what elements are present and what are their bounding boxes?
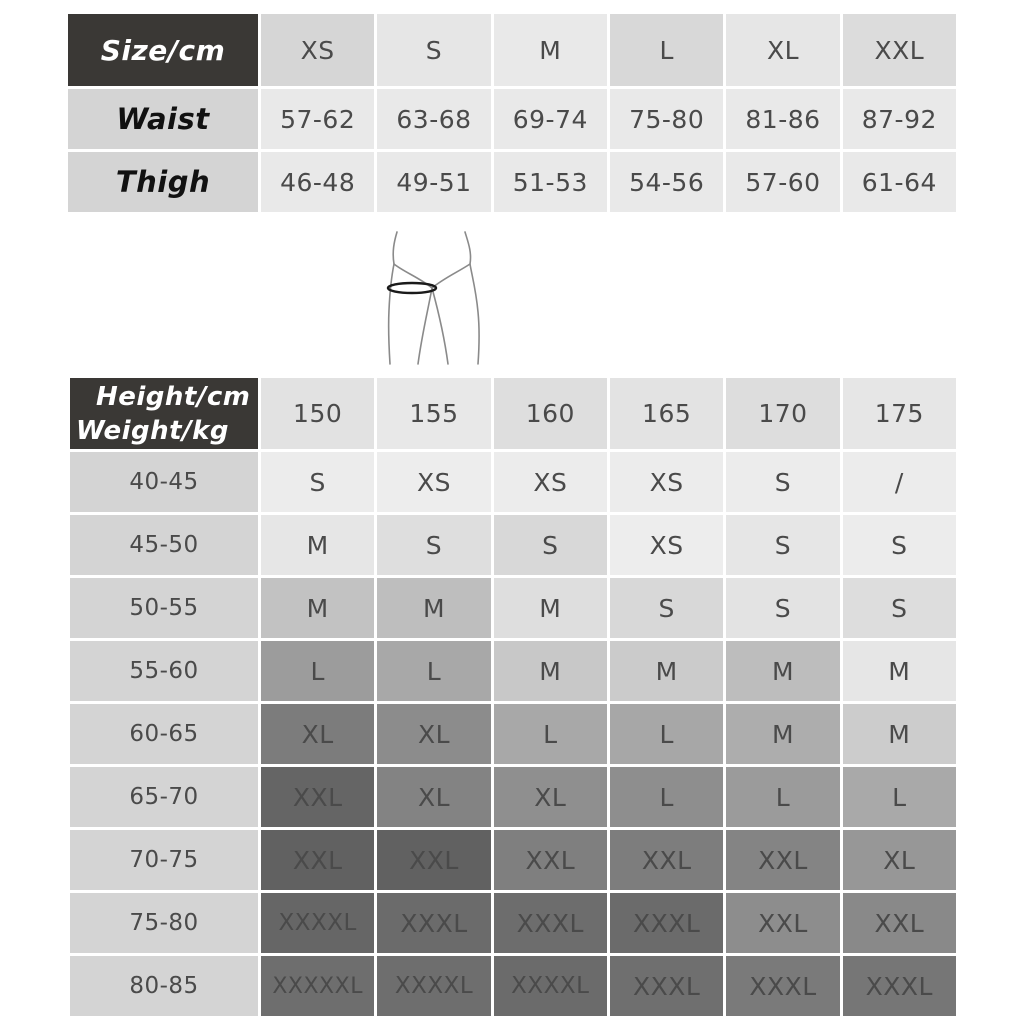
- recommended-size-cell: XXL: [261, 830, 374, 890]
- weight-range-label: 40-45: [70, 452, 258, 512]
- recommended-size-cell: XXL: [494, 830, 607, 890]
- measurement-value: 46-48: [261, 152, 374, 212]
- recommended-size-cell: M: [726, 704, 839, 764]
- recommended-size-cell: M: [726, 641, 839, 701]
- measurement-value: 54-56: [610, 152, 723, 212]
- height-header-cell: 175: [843, 378, 956, 449]
- recommended-size-cell: XXXL: [610, 893, 723, 953]
- measurement-value: 87-92: [843, 89, 956, 149]
- recommended-size-cell: L: [377, 641, 490, 701]
- recommended-size-cell: XXXL: [610, 956, 723, 1016]
- corner-height-label: Height/cm: [96, 381, 251, 412]
- recommended-size-cell: M: [843, 704, 956, 764]
- recommended-size-cell: S: [494, 515, 607, 575]
- weight-range-label: 70-75: [70, 830, 258, 890]
- size-header-cell: XS: [261, 14, 374, 86]
- size-table-corner: Size/cm: [68, 14, 258, 86]
- weight-range-label: 65-70: [70, 767, 258, 827]
- recommended-size-cell: XS: [494, 452, 607, 512]
- recommended-size-cell: XXL: [726, 893, 839, 953]
- recommended-size-cell: S: [726, 578, 839, 638]
- recommended-size-cell: XXXL: [377, 893, 490, 953]
- recommended-size-cell: XXXXL: [377, 956, 490, 1016]
- recommended-size-cell: XL: [843, 830, 956, 890]
- height-header-cell: 155: [377, 378, 490, 449]
- measurement-label: Thigh: [68, 152, 258, 212]
- recommended-size-cell: L: [261, 641, 374, 701]
- recommended-size-cell: S: [261, 452, 374, 512]
- recommended-size-cell: L: [610, 704, 723, 764]
- recommended-size-cell: S: [610, 578, 723, 638]
- measurement-value: 63-68: [377, 89, 490, 149]
- recommended-size-cell: S: [377, 515, 490, 575]
- recommended-size-cell: XXXL: [726, 956, 839, 1016]
- measurement-value: 81-86: [726, 89, 839, 149]
- measurement-label: Waist: [68, 89, 258, 149]
- recommended-size-cell: XXL: [843, 893, 956, 953]
- height-header-cell: 165: [610, 378, 723, 449]
- recommended-size-cell: /: [843, 452, 956, 512]
- recommended-size-cell: L: [726, 767, 839, 827]
- measurement-value: 49-51: [377, 152, 490, 212]
- recommended-size-cell: S: [726, 515, 839, 575]
- recommended-size-cell: XS: [610, 452, 723, 512]
- recommended-size-cell: XL: [377, 704, 490, 764]
- recommended-size-cell: M: [494, 578, 607, 638]
- recommended-size-cell: XXXL: [494, 893, 607, 953]
- recommended-size-cell: M: [494, 641, 607, 701]
- size-header-cell: L: [610, 14, 723, 86]
- measurement-value: 75-80: [610, 89, 723, 149]
- measurement-value: 57-62: [261, 89, 374, 149]
- weight-range-label: 60-65: [70, 704, 258, 764]
- height-header-cell: 150: [261, 378, 374, 449]
- size-header-cell: M: [494, 14, 607, 86]
- recommended-size-cell: XL: [377, 767, 490, 827]
- recommended-size-cell: M: [261, 515, 374, 575]
- recommended-size-cell: XXXXL: [494, 956, 607, 1016]
- recommended-size-cell: XXXXL: [261, 893, 374, 953]
- recommended-size-cell: XXXL: [843, 956, 956, 1016]
- height-header-cell: 160: [494, 378, 607, 449]
- recommended-size-cell: XL: [494, 767, 607, 827]
- weight-range-label: 50-55: [70, 578, 258, 638]
- measurement-value: 51-53: [494, 152, 607, 212]
- thigh-measure-icon: [382, 230, 486, 366]
- recommended-size-cell: XS: [610, 515, 723, 575]
- size-header-cell: XXL: [843, 14, 956, 86]
- recommended-size-cell: XXL: [610, 830, 723, 890]
- size-header-cell: S: [377, 14, 490, 86]
- height-weight-fit-table: [70, 378, 956, 1016]
- recommended-size-cell: XXXXXL: [261, 956, 374, 1016]
- fit-table-corner: [70, 378, 258, 449]
- recommended-size-cell: XXL: [261, 767, 374, 827]
- recommended-size-cell: XXL: [377, 830, 490, 890]
- recommended-size-cell: XXL: [726, 830, 839, 890]
- recommended-size-cell: XL: [261, 704, 374, 764]
- weight-range-label: 55-60: [70, 641, 258, 701]
- recommended-size-cell: M: [843, 641, 956, 701]
- recommended-size-cell: L: [843, 767, 956, 827]
- recommended-size-cell: M: [610, 641, 723, 701]
- height-header-cell: 170: [726, 378, 839, 449]
- weight-range-label: 75-80: [70, 893, 258, 953]
- recommended-size-cell: S: [843, 515, 956, 575]
- weight-range-label: 45-50: [70, 515, 258, 575]
- recommended-size-cell: L: [610, 767, 723, 827]
- measurement-value: 61-64: [843, 152, 956, 212]
- size-measurement-table: [68, 14, 956, 212]
- recommended-size-cell: M: [377, 578, 490, 638]
- recommended-size-cell: S: [843, 578, 956, 638]
- recommended-size-cell: S: [726, 452, 839, 512]
- weight-range-label: 80-85: [70, 956, 258, 1016]
- recommended-size-cell: XS: [377, 452, 490, 512]
- size-header-cell: XL: [726, 14, 839, 86]
- recommended-size-cell: M: [261, 578, 374, 638]
- measurement-value: 69-74: [494, 89, 607, 149]
- measurement-value: 57-60: [726, 152, 839, 212]
- corner-weight-label: Weight/kg: [76, 415, 230, 446]
- recommended-size-cell: L: [494, 704, 607, 764]
